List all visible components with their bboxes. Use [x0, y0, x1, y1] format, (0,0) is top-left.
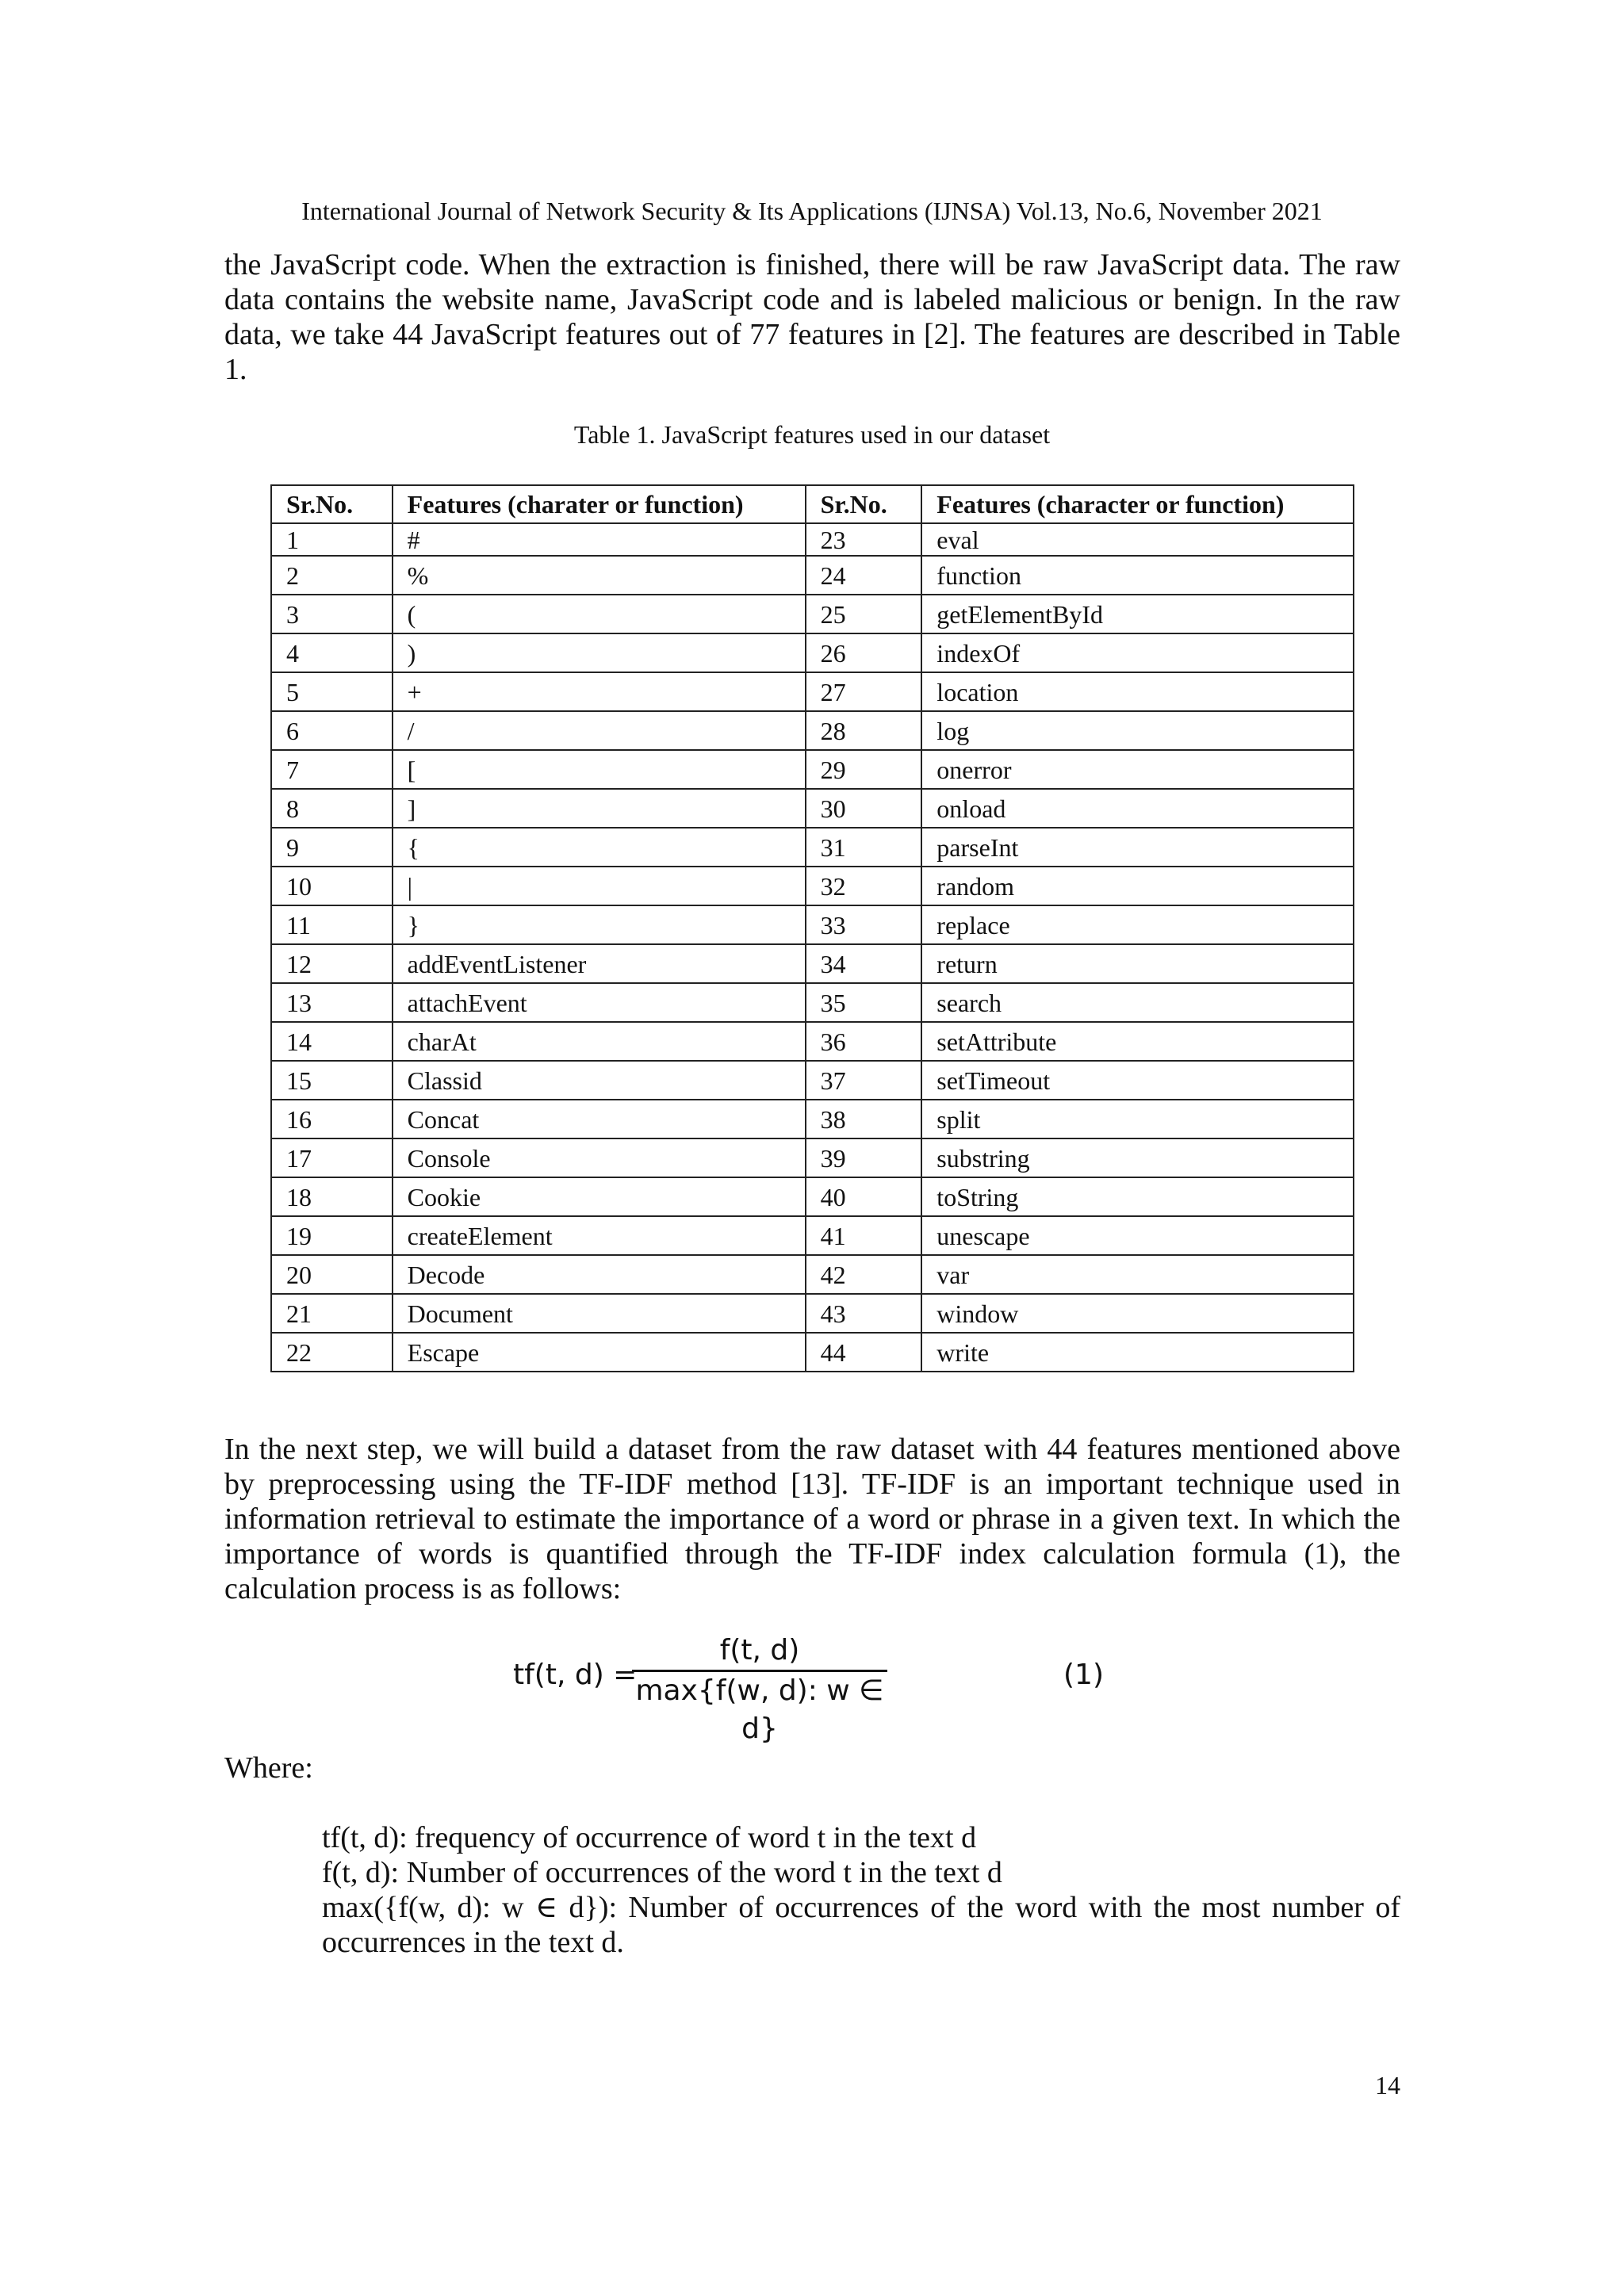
- cell-srno-right: 32: [806, 867, 922, 905]
- header-srno-right: Sr.No.: [806, 485, 922, 523]
- cell-srno-right: 29: [806, 750, 922, 789]
- cell-srno-left: 9: [271, 828, 393, 867]
- cell-feature-right: location: [921, 672, 1354, 711]
- cell-feature-right: substring: [921, 1138, 1354, 1177]
- table-row: [271, 556, 1354, 595]
- cell-feature-left: }: [393, 905, 806, 944]
- table-header-row: [271, 485, 1354, 523]
- table-row: [271, 1061, 1354, 1100]
- table-row: [271, 1138, 1354, 1177]
- cell-srno-left: 3: [271, 595, 393, 633]
- cell-feature-left: attachEvent: [393, 983, 806, 1022]
- cell-srno-right: 23: [806, 523, 922, 556]
- cell-srno-right: 34: [806, 944, 922, 983]
- cell-srno-right: 33: [806, 905, 922, 944]
- cell-feature-right: log: [921, 711, 1354, 750]
- header-features-left: Features (charater or function): [393, 485, 806, 523]
- table-row: [271, 789, 1354, 828]
- definition-item: tf(t, d): frequency of occurrence of word t in the text d: [322, 1821, 977, 1854]
- cell-srno-right: 25: [806, 595, 922, 633]
- cell-feature-right: parseInt: [921, 828, 1354, 867]
- cell-srno-left: 22: [271, 1333, 393, 1372]
- paragraph-tfidf: In the next step, we will build a dataset from the raw dataset with 44 features mentioned above by preprocessing using the TF-IDF method [13]. TF-IDF is an important technique used in information retrieval to estimate the importance of a word or phrase in a given text. In which the importance of words is quantified through the TF-IDF index calculation formula (1), the calculation process is as follows:: [224, 1433, 1400, 1605]
- cell-feature-right: search: [921, 983, 1354, 1022]
- cell-srno-left: 8: [271, 789, 393, 828]
- features-table: [270, 484, 1354, 1372]
- cell-feature-right: write: [921, 1333, 1354, 1372]
- formula-fraction: [632, 1632, 887, 1745]
- cell-feature-left: ): [393, 633, 806, 672]
- cell-srno-left: 7: [271, 750, 393, 789]
- cell-feature-right: function: [921, 556, 1354, 595]
- table-row: [271, 1294, 1354, 1333]
- cell-feature-right: eval: [921, 523, 1354, 556]
- cell-feature-right: split: [921, 1100, 1354, 1138]
- cell-feature-left: %: [393, 556, 806, 595]
- cell-feature-left: |: [393, 867, 806, 905]
- cell-srno-right: 38: [806, 1100, 922, 1138]
- cell-feature-right: onload: [921, 789, 1354, 828]
- cell-feature-left: (: [393, 595, 806, 633]
- cell-srno-left: 15: [271, 1061, 393, 1100]
- cell-srno-left: 20: [271, 1255, 393, 1294]
- cell-feature-left: {: [393, 828, 806, 867]
- equation-number: (1): [1063, 1659, 1104, 1691]
- definitions-list: [322, 1820, 1400, 1960]
- cell-feature-right: toString: [921, 1177, 1354, 1216]
- cell-srno-right: 39: [806, 1138, 922, 1177]
- cell-feature-left: Concat: [393, 1100, 806, 1138]
- header-features-right: Features (character or function): [921, 485, 1354, 523]
- cell-srno-right: 24: [806, 556, 922, 595]
- page-number: 14: [1375, 2071, 1400, 2099]
- cell-srno-left: 13: [271, 983, 393, 1022]
- cell-feature-left: Console: [393, 1138, 806, 1177]
- table-row: [271, 944, 1354, 983]
- cell-srno-right: 35: [806, 983, 922, 1022]
- header-srno-left: Sr.No.: [271, 485, 393, 523]
- cell-feature-left: createElement: [393, 1216, 806, 1255]
- cell-srno-right: 36: [806, 1022, 922, 1061]
- cell-srno-left: 6: [271, 711, 393, 750]
- cell-feature-left: #: [393, 523, 806, 556]
- cell-feature-right: getElementById: [921, 595, 1354, 633]
- table-row: [271, 711, 1354, 750]
- journal-header: International Journal of Network Security & Its Applications (IJNSA) Vol.13, No.6, November 2021: [301, 197, 1323, 225]
- table-row: [271, 1216, 1354, 1255]
- table-row: [271, 983, 1354, 1022]
- formula-lhs: tf(t, d) =: [513, 1659, 638, 1691]
- cell-feature-right: indexOf: [921, 633, 1354, 672]
- table-caption: Table 1. JavaScript features used in our dataset: [573, 420, 1051, 449]
- cell-feature-left: Classid: [393, 1061, 806, 1100]
- table-row: [271, 828, 1354, 867]
- table-row: [271, 1255, 1354, 1294]
- cell-srno-left: 1: [271, 523, 393, 556]
- cell-srno-left: 4: [271, 633, 393, 672]
- table-row: [271, 672, 1354, 711]
- table-row: [271, 867, 1354, 905]
- cell-feature-right: unescape: [921, 1216, 1354, 1255]
- cell-feature-left: ]: [393, 789, 806, 828]
- paragraph-intro: the JavaScript code. When the extraction is finished, there will be raw JavaScript data. The raw data contains the website name, JavaScript code and is labeled malicious or benign. In the raw data, we take 44 JavaScript features out of 77 features in [2]. The features are described in Table 1.: [224, 248, 1400, 386]
- cell-srno-left: 19: [271, 1216, 393, 1255]
- cell-srno-right: 37: [806, 1061, 922, 1100]
- cell-srno-left: 12: [271, 944, 393, 983]
- cell-feature-left: Escape: [393, 1333, 806, 1372]
- table-row: [271, 750, 1354, 789]
- table-row: [271, 1177, 1354, 1216]
- cell-feature-right: replace: [921, 905, 1354, 944]
- cell-srno-right: 43: [806, 1294, 922, 1333]
- cell-feature-left: Cookie: [393, 1177, 806, 1216]
- cell-feature-left: [: [393, 750, 806, 789]
- table-row: [271, 633, 1354, 672]
- table-row: [271, 595, 1354, 633]
- cell-feature-right: window: [921, 1294, 1354, 1333]
- cell-srno-right: 40: [806, 1177, 922, 1216]
- cell-srno-right: 30: [806, 789, 922, 828]
- cell-srno-left: 17: [271, 1138, 393, 1177]
- cell-feature-left: +: [393, 672, 806, 711]
- table-row: [271, 523, 1354, 556]
- cell-srno-right: 42: [806, 1255, 922, 1294]
- cell-feature-left: Document: [393, 1294, 806, 1333]
- formula-tf: [513, 1632, 1108, 1745]
- cell-srno-left: 14: [271, 1022, 393, 1061]
- cell-srno-right: 44: [806, 1333, 922, 1372]
- formula-numerator: f(t, d): [719, 1634, 800, 1667]
- cell-srno-left: 10: [271, 867, 393, 905]
- definition-item: max({f(w, d): w ∈ d}): Number of occurrences of the word with the most number of occurrences in the text d.: [322, 1891, 1400, 1959]
- definition-item: f(t, d): Number of occurrences of the word t in the text d: [322, 1856, 1002, 1889]
- where-label: Where:: [224, 1751, 313, 1785]
- cell-feature-left: Decode: [393, 1255, 806, 1294]
- cell-srno-left: 11: [271, 905, 393, 944]
- cell-srno-right: 41: [806, 1216, 922, 1255]
- cell-srno-right: 28: [806, 711, 922, 750]
- cell-feature-right: setTimeout: [921, 1061, 1354, 1100]
- table-row: [271, 1022, 1354, 1061]
- cell-feature-left: /: [393, 711, 806, 750]
- cell-feature-right: random: [921, 867, 1354, 905]
- table-row: [271, 905, 1354, 944]
- cell-srno-left: 18: [271, 1177, 393, 1216]
- cell-feature-right: setAttribute: [921, 1022, 1354, 1061]
- table-body: [271, 523, 1354, 1372]
- cell-srno-right: 31: [806, 828, 922, 867]
- cell-feature-left: addEventListener: [393, 944, 806, 983]
- table-row: [271, 1333, 1354, 1372]
- cell-feature-right: var: [921, 1255, 1354, 1294]
- cell-feature-right: onerror: [921, 750, 1354, 789]
- cell-feature-right: return: [921, 944, 1354, 983]
- table-row: [271, 1100, 1354, 1138]
- cell-srno-right: 27: [806, 672, 922, 711]
- cell-srno-left: 16: [271, 1100, 393, 1138]
- cell-srno-right: 26: [806, 633, 922, 672]
- formula-denominator: max{f(w, d): w ∈ d}: [635, 1674, 884, 1745]
- cell-feature-left: charAt: [393, 1022, 806, 1061]
- cell-srno-left: 2: [271, 556, 393, 595]
- cell-srno-left: 21: [271, 1294, 393, 1333]
- cell-srno-left: 5: [271, 672, 393, 711]
